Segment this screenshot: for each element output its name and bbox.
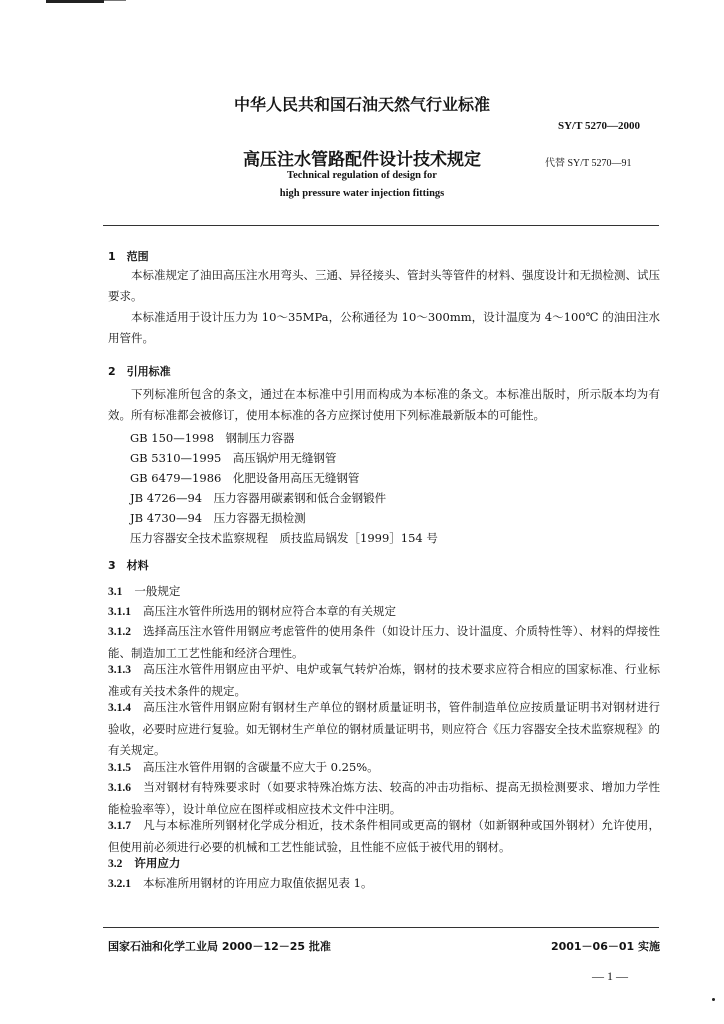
reference-item: GB 5310—1995 高压锅炉用无缝钢管 (130, 451, 337, 465)
implementation-date: 2001－06－01 实施 (550, 940, 660, 953)
clause-3-1-3 (108, 659, 660, 702)
clause-3-1-1 (108, 601, 660, 623)
approval-note: 国家石油和化学工业局 2000－12－25 批准 (108, 940, 331, 953)
reference-item: JB 4726—94 压力容器用碳素钢和低合金钢锻件 (130, 491, 387, 505)
clause-number: 3.2.1 (108, 878, 131, 890)
issuing-organization: 中华人民共和国石油天然气行业标准 (233, 95, 490, 114)
clause-text: 凡与本标准所列钢材化学成分相近，技术条件相同或更高的钢材（如新钢种或国外钢材）允许使用，但使用前必须进行必要的机械和工艺性能试验，且性能不应低于被代用的钢材。 (108, 818, 660, 854)
clause-3-2 (108, 853, 660, 875)
clause-number: 3.1.3 (108, 664, 131, 676)
scan-mark (104, 0, 126, 1)
clause-text: 高压注水管件用钢应由平炉、电炉或氧气转炉冶炼，钢材的技术要求应符合相应的国家标准、行业标准或有关技术条件的规定。 (108, 662, 660, 698)
section-2-paragraph: 下列标准所包含的条文，通过在本标准中引用而构成为本标准的条文。本标准出版时，所示版本均为有效。所有标准都会被修订，使用本标准的各方应探讨使用下列标准最新版本的可能性。 (108, 387, 660, 422)
page-number: — 1 — (592, 969, 628, 983)
clause-3-1-6 (108, 777, 660, 820)
clause-number: 3.1.7 (108, 820, 131, 832)
document-title: 高压注水管路配件设计技术规定 (243, 150, 481, 170)
clause-number: 3.1.4 (108, 702, 131, 714)
clause-text: 选择高压注水管件用钢应考虑管件的使用条件（如设计压力、设计温度、介质特性等）、材料的焊接性能、制造加工工艺性能和经济合理性。 (108, 624, 660, 660)
clause-3-1 (108, 581, 660, 603)
replaces-note: 代替 SY/T 5270—91 (545, 158, 632, 169)
header-rule (103, 225, 659, 226)
section-1-paragraph-1: 本标准规定了油田高压注水用弯头、三通、异径接头、管封头等管件的材料、强度设计和无损检测、试压要求。 (108, 268, 660, 303)
clause-number: 3.2 (108, 858, 123, 870)
clause-number: 3.1.6 (108, 782, 131, 794)
footer-rule (103, 927, 659, 928)
clause-3-1-7 (108, 815, 660, 858)
clause-3-1-5 (108, 757, 660, 779)
section-1-paragraph-2: 本标准适用于设计压力为 10～35MPa，公称通径为 10～300mm，设计温度为 4～100℃ 的油田注水用管件。 (108, 310, 660, 345)
clause-text: 本标准所用钢材的许用应力取值依据见表 1。 (143, 876, 373, 890)
reference-item: JB 4730—94 压力容器无损检测 (130, 511, 306, 525)
clause-3-1-2 (108, 621, 660, 664)
clause-text: 一般规定 (134, 584, 181, 598)
clause-number: 3.1.5 (108, 762, 131, 774)
english-title-line-1: Technical regulation of design for (287, 170, 437, 181)
clause-number: 3.1.2 (108, 626, 131, 638)
clause-text: 许用应力 (134, 856, 181, 870)
clause-text: 高压注水管件用钢应附有钢材生产单位的钢材质量证明书，管件制造单位应按质量证明书对钢材进行验收，必要时应进行复验。如无钢材生产单位的钢材质量证明书，则应符合《压力容器安全技术监察规程》的有关规定。 (108, 700, 660, 757)
clause-3-2-1 (108, 873, 660, 895)
scan-mark (46, 0, 104, 3)
reference-item: GB 6479—1986 化肥设备用高压无缝钢管 (130, 471, 360, 485)
section-3-heading: 3 材料 (108, 559, 149, 572)
section-1-heading: 1 范围 (108, 250, 149, 263)
clause-number: 3.1.1 (108, 606, 131, 618)
clause-number: 3.1 (108, 586, 123, 598)
english-title-line-2: high pressure water injection fittings (279, 188, 445, 199)
clause-text: 高压注水管件所选用的钢材应符合本章的有关规定 (143, 604, 396, 618)
scan-speck (712, 998, 715, 1001)
reference-item: GB 150—1998 钢制压力容器 (130, 431, 295, 445)
standard-number: SY/T 5270—2000 (557, 120, 640, 132)
reference-item: 压力容器安全技术监察规程 质技监局锅发［1999］154 号 (130, 531, 438, 545)
section-2-heading: 2 引用标准 (108, 365, 171, 378)
clause-3-1-4 (108, 697, 660, 761)
clause-text: 高压注水管件用钢的含碳量不应大于 0.25%。 (143, 760, 379, 774)
clause-text: 当对钢材有特殊要求时（如要求特殊冶炼方法、较高的冲击功指标、提高无损检测要求、增加力学性能检验率等），设计单位应在图样或相应技术文件中注明。 (108, 780, 660, 816)
